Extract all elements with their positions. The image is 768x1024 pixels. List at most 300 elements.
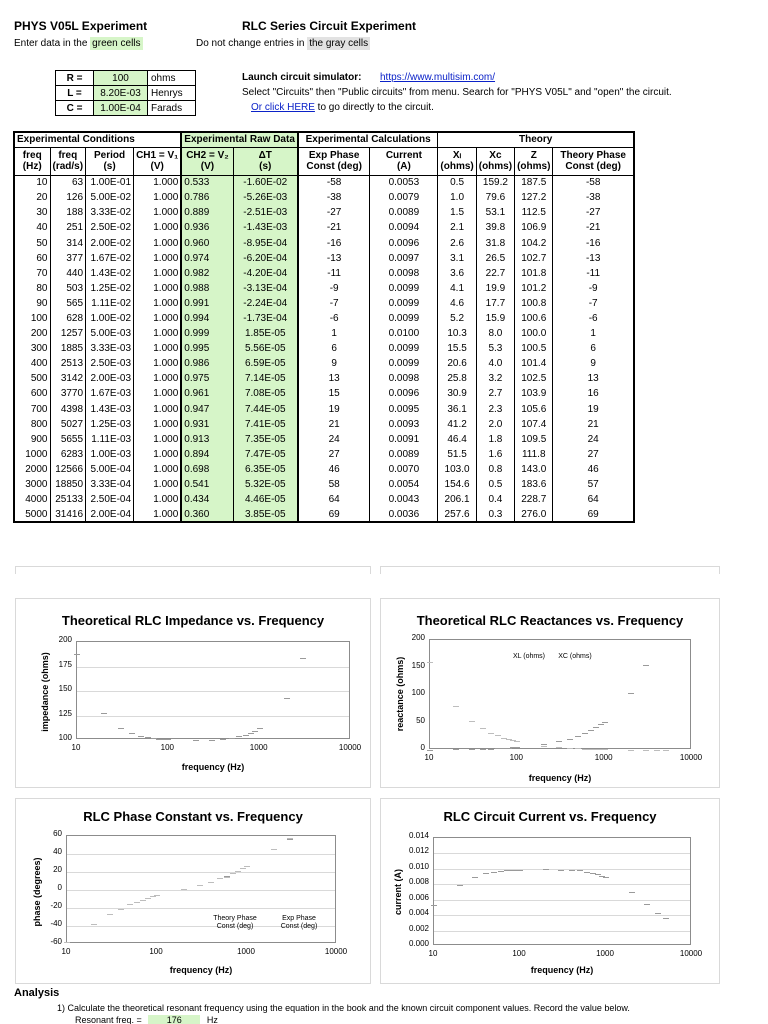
table-cell[interactable]: 0.936 bbox=[181, 220, 233, 235]
y-tick-label: 0.006 bbox=[408, 892, 429, 902]
table-cell: 57 bbox=[553, 477, 634, 492]
data-point bbox=[145, 898, 151, 899]
data-point bbox=[593, 727, 599, 728]
resonant-unit: Hz bbox=[206, 1015, 218, 1024]
table-cell: 565 bbox=[50, 296, 86, 311]
table-cell[interactable]: 70 bbox=[14, 266, 50, 281]
table-cell[interactable]: 2000 bbox=[14, 462, 50, 477]
table-cell[interactable]: 60 bbox=[14, 251, 50, 266]
table-cell[interactable]: 0.975 bbox=[181, 371, 233, 386]
x-tick-label: 100 bbox=[149, 947, 163, 956]
table-cell[interactable]: 0.434 bbox=[181, 492, 233, 507]
x-tick-label: 1000 bbox=[594, 753, 613, 762]
table-cell: 1.000 bbox=[134, 402, 182, 417]
data-point bbox=[514, 741, 520, 742]
table-cell[interactable]: 7.14E-05 bbox=[233, 371, 298, 386]
click-suffix: to go directly to the circuit. bbox=[314, 102, 434, 113]
table-cell[interactable]: 0.786 bbox=[181, 190, 233, 205]
table-cell: 1.000 bbox=[134, 235, 182, 250]
table-cell: 51.5 bbox=[438, 447, 476, 462]
table-cell: 15.5 bbox=[438, 341, 476, 356]
table-cell: 21 bbox=[298, 417, 370, 432]
table-cell: 143.0 bbox=[515, 462, 553, 477]
table-cell: 5655 bbox=[50, 432, 86, 447]
table-cell: 41.2 bbox=[438, 417, 476, 432]
table-cell: -21 bbox=[298, 220, 370, 235]
data-point bbox=[271, 849, 277, 850]
data-point bbox=[575, 748, 581, 749]
direct-link-line bbox=[251, 102, 434, 113]
data-point bbox=[134, 902, 140, 903]
gridline bbox=[77, 691, 349, 692]
inductance-input[interactable]: 8.20E-03 bbox=[94, 86, 148, 101]
chart-title: Theoretical RLC Impedance vs. Frequency bbox=[61, 613, 325, 628]
table-cell: 21 bbox=[553, 417, 634, 432]
table-cell[interactable]: 0.986 bbox=[181, 356, 233, 371]
table-cell[interactable]: -8.95E-04 bbox=[233, 235, 298, 250]
y-tick-label: -60 bbox=[50, 937, 62, 946]
component-row bbox=[56, 71, 196, 86]
data-point bbox=[208, 882, 214, 883]
table-cell[interactable]: 0.961 bbox=[181, 386, 233, 401]
gridline bbox=[434, 931, 690, 932]
y-tick-label: 150 bbox=[411, 660, 425, 670]
legend-entry: XC (ohms) bbox=[558, 653, 592, 660]
gridline bbox=[67, 854, 335, 855]
table-cell[interactable]: -4.20E-04 bbox=[233, 266, 298, 281]
column-header-unit: (ohms) bbox=[517, 161, 551, 173]
table-cell: 1.000 bbox=[134, 205, 182, 220]
table-cell[interactable]: 7.41E-05 bbox=[233, 417, 298, 432]
table-cell[interactable]: 100 bbox=[14, 311, 50, 326]
data-point bbox=[217, 878, 223, 879]
table-row bbox=[14, 175, 634, 190]
y-tick-label: -20 bbox=[50, 901, 62, 910]
column-header-name: Theory Phase bbox=[560, 150, 626, 162]
table-cell: 3.33E-02 bbox=[86, 205, 134, 220]
table-cell: 2.50E-03 bbox=[86, 356, 134, 371]
column-header-name: Period bbox=[94, 150, 126, 162]
table-cell[interactable]: 0.995 bbox=[181, 341, 233, 356]
component-unit: Farads bbox=[148, 101, 196, 116]
table-cell: 112.5 bbox=[515, 205, 553, 220]
table-cell[interactable]: 5000 bbox=[14, 507, 50, 522]
table-cell: 9 bbox=[553, 356, 634, 371]
chart-title: RLC Circuit Current vs. Frequency bbox=[443, 809, 657, 824]
data-point bbox=[663, 918, 669, 919]
data-point bbox=[495, 735, 501, 736]
data-point bbox=[129, 733, 135, 734]
data-point bbox=[602, 749, 608, 750]
table-cell: 0.0091 bbox=[370, 432, 438, 447]
table-row bbox=[14, 266, 634, 281]
table-cell: 31.8 bbox=[476, 235, 514, 250]
table-row bbox=[14, 356, 634, 371]
table-cell: 2.6 bbox=[438, 235, 476, 250]
table-cell: 6 bbox=[298, 341, 370, 356]
column-header bbox=[50, 147, 86, 175]
table-cell: 0.0098 bbox=[370, 371, 438, 386]
data-point bbox=[628, 693, 634, 694]
table-cell: 0.0099 bbox=[370, 296, 438, 311]
table-row bbox=[14, 386, 634, 401]
analysis-heading: Analysis bbox=[14, 987, 60, 999]
data-point bbox=[91, 924, 97, 925]
resistance-input[interactable]: 100 bbox=[94, 71, 148, 86]
data-point bbox=[220, 739, 226, 740]
table-cell: 1.000 bbox=[134, 417, 182, 432]
component-label: C = bbox=[56, 101, 94, 116]
table-cell: 53.1 bbox=[476, 205, 514, 220]
column-header-name: CH2 = V₂ bbox=[186, 150, 229, 162]
table-cell[interactable]: -3.13E-04 bbox=[233, 281, 298, 296]
table-cell: 19.9 bbox=[476, 281, 514, 296]
table-cell[interactable]: 0.991 bbox=[181, 296, 233, 311]
data-point bbox=[252, 731, 258, 732]
table-cell[interactable]: 200 bbox=[14, 326, 50, 341]
table-cell[interactable]: 0.931 bbox=[181, 417, 233, 432]
capacitance-input[interactable]: 1.00E-04 bbox=[94, 101, 148, 116]
table-cell[interactable]: 7.08E-05 bbox=[233, 386, 298, 401]
table-cell: 2.0 bbox=[476, 417, 514, 432]
table-cell: 24 bbox=[298, 432, 370, 447]
table-cell: 13 bbox=[298, 371, 370, 386]
table-cell: 1.000 bbox=[134, 447, 182, 462]
gridline bbox=[67, 872, 335, 873]
table-cell: 3.33E-03 bbox=[86, 341, 134, 356]
y-tick-label: 0.004 bbox=[408, 908, 429, 918]
data-point bbox=[541, 746, 547, 747]
table-cell: 0.0094 bbox=[370, 220, 438, 235]
data-point bbox=[628, 750, 634, 751]
table-cell: 276.0 bbox=[515, 507, 553, 522]
data-point bbox=[240, 868, 246, 869]
x-tick-label: 10 bbox=[424, 753, 434, 762]
data-point bbox=[588, 730, 594, 731]
table-cell: 183.6 bbox=[515, 477, 553, 492]
legend-entry: Theory Phase Const (deg) bbox=[213, 915, 257, 930]
table-cell[interactable]: 0.982 bbox=[181, 266, 233, 281]
data-point bbox=[431, 905, 437, 906]
table-cell[interactable]: 6.59E-05 bbox=[233, 356, 298, 371]
data-point bbox=[598, 724, 604, 725]
table-cell: 1 bbox=[553, 326, 634, 341]
table-cell: 0.0053 bbox=[370, 175, 438, 190]
x-axis-label: frequency (Hz) bbox=[169, 965, 233, 975]
table-cell: 103.9 bbox=[515, 386, 553, 401]
table-cell[interactable]: 0.894 bbox=[181, 447, 233, 462]
table-cell[interactable]: -1.43E-03 bbox=[233, 220, 298, 235]
table-cell[interactable]: 0.988 bbox=[181, 281, 233, 296]
y-tick-label: 0.010 bbox=[408, 861, 429, 871]
column-header-unit: Const (deg) bbox=[565, 161, 621, 173]
table-cell: 22.7 bbox=[476, 266, 514, 281]
gray-cells-highlight: the gray cells bbox=[309, 38, 369, 49]
click-here-link[interactable]: Or click HERE bbox=[251, 102, 315, 113]
table-cell: 0.0089 bbox=[370, 205, 438, 220]
table-cell: 3142 bbox=[50, 371, 86, 386]
table-cell[interactable]: 5.56E-05 bbox=[233, 341, 298, 356]
table-cell[interactable]: 90 bbox=[14, 296, 50, 311]
table-cell: 1.000 bbox=[134, 341, 182, 356]
data-point bbox=[150, 896, 156, 897]
table-cell: 64 bbox=[553, 492, 634, 507]
column-header-name: CH1 = V₁ bbox=[136, 150, 179, 162]
table-cell: 13 bbox=[553, 371, 634, 386]
y-tick-label: 100 bbox=[411, 688, 425, 697]
chart-frame-edge bbox=[380, 566, 720, 574]
table-cell: 106.9 bbox=[515, 220, 553, 235]
y-axis-label: current (A) bbox=[393, 869, 403, 916]
table-cell: 31416 bbox=[50, 507, 86, 522]
table-cell: 5.00E-02 bbox=[86, 190, 134, 205]
data-point bbox=[543, 869, 549, 870]
table-cell[interactable]: 30 bbox=[14, 205, 50, 220]
table-row bbox=[14, 432, 634, 447]
y-tick-label: 150 bbox=[58, 684, 72, 693]
table-cell: 1.000 bbox=[134, 386, 182, 401]
table-cell: 15 bbox=[298, 386, 370, 401]
table-cell: 2.00E-02 bbox=[86, 235, 134, 250]
phase-chart bbox=[15, 798, 371, 984]
table-cell: 1.000 bbox=[134, 356, 182, 371]
data-point bbox=[257, 728, 263, 729]
table-cell[interactable]: 500 bbox=[14, 371, 50, 386]
table-cell[interactable]: 0.533 bbox=[181, 175, 233, 190]
table-cell[interactable]: 3000 bbox=[14, 477, 50, 492]
component-unit: Henrys bbox=[148, 86, 196, 101]
table-cell: -9 bbox=[553, 281, 634, 296]
column-header bbox=[233, 147, 298, 175]
table-cell: 0.0036 bbox=[370, 507, 438, 522]
table-cell: 1.00E-03 bbox=[86, 447, 134, 462]
y-tick-label: 175 bbox=[58, 659, 72, 669]
table-cell[interactable]: 5.32E-05 bbox=[233, 477, 298, 492]
table-cell[interactable]: 6.35E-05 bbox=[233, 462, 298, 477]
table-cell[interactable]: 0.889 bbox=[181, 205, 233, 220]
data-point bbox=[629, 892, 635, 893]
table-cell: 101.2 bbox=[515, 281, 553, 296]
column-header bbox=[438, 147, 476, 175]
data-point bbox=[244, 866, 250, 867]
component-values-table bbox=[55, 70, 196, 116]
data-point bbox=[118, 909, 124, 910]
table-cell[interactable]: 0.913 bbox=[181, 432, 233, 447]
table-cell: 1.000 bbox=[134, 326, 182, 341]
table-cell[interactable]: 1.85E-05 bbox=[233, 326, 298, 341]
table-row bbox=[14, 402, 634, 417]
table-cell[interactable]: 7.47E-05 bbox=[233, 447, 298, 462]
data-point bbox=[643, 665, 649, 666]
column-header-name: Exp Phase bbox=[308, 150, 360, 162]
table-cell: 4398 bbox=[50, 402, 86, 417]
table-cell: 0.0096 bbox=[370, 235, 438, 250]
table-cell: 126 bbox=[50, 190, 86, 205]
data-point bbox=[469, 749, 475, 750]
table-cell[interactable]: 800 bbox=[14, 417, 50, 432]
column-header-unit: (ohms) bbox=[440, 161, 474, 173]
table-cell: 1.000 bbox=[134, 492, 182, 507]
table-cell: 3770 bbox=[50, 386, 86, 401]
data-point bbox=[127, 904, 133, 905]
table-cell[interactable]: 3.85E-05 bbox=[233, 507, 298, 522]
table-cell[interactable]: 0.960 bbox=[181, 235, 233, 250]
table-cell: 100.5 bbox=[515, 341, 553, 356]
table-cell: -27 bbox=[553, 205, 634, 220]
data-point bbox=[287, 838, 293, 839]
table-cell[interactable]: 20 bbox=[14, 190, 50, 205]
data-point bbox=[488, 733, 494, 734]
y-tick-label: 100 bbox=[58, 733, 72, 742]
data-point bbox=[236, 736, 242, 737]
table-cell: 251 bbox=[50, 220, 86, 235]
table-cell: 0.0054 bbox=[370, 477, 438, 492]
data-point bbox=[655, 913, 661, 914]
table-cell: 0.3 bbox=[476, 507, 514, 522]
column-header-unit: (ohms) bbox=[478, 161, 513, 173]
component-unit: ohms bbox=[148, 71, 196, 86]
table-cell[interactable]: 700 bbox=[14, 402, 50, 417]
table-cell[interactable]: -2.51E-03 bbox=[233, 205, 298, 220]
table-cell: 188 bbox=[50, 205, 86, 220]
table-cell: 26.5 bbox=[476, 251, 514, 266]
table-cell: 64 bbox=[298, 492, 370, 507]
data-point bbox=[663, 750, 669, 751]
table-cell: 111.8 bbox=[515, 447, 553, 462]
table-cell[interactable]: 7.35E-05 bbox=[233, 432, 298, 447]
y-axis-label: impedance (ohms) bbox=[40, 652, 50, 732]
table-cell: 1.000 bbox=[134, 266, 182, 281]
table-cell[interactable]: 0.947 bbox=[181, 402, 233, 417]
table-cell: 377 bbox=[50, 251, 86, 266]
table-cell[interactable]: 10 bbox=[14, 175, 50, 190]
table-cell: 1.8 bbox=[476, 432, 514, 447]
table-cell: 46 bbox=[298, 462, 370, 477]
table-cell[interactable]: -1.73E-04 bbox=[233, 311, 298, 326]
impedance-chart bbox=[15, 598, 371, 788]
table-cell[interactable]: -5.26E-03 bbox=[233, 190, 298, 205]
table-cell[interactable]: 40 bbox=[14, 220, 50, 235]
table-cell: 25133 bbox=[50, 492, 86, 507]
table-cell: 1257 bbox=[50, 326, 86, 341]
table-group-header bbox=[14, 132, 634, 147]
data-point bbox=[453, 749, 459, 750]
data-point bbox=[193, 740, 199, 741]
table-cell[interactable]: 0.541 bbox=[181, 477, 233, 492]
table-cell[interactable]: 4.46E-05 bbox=[233, 492, 298, 507]
table-cell[interactable]: 1000 bbox=[14, 447, 50, 462]
table-cell: 0.0070 bbox=[370, 462, 438, 477]
data-point bbox=[602, 722, 608, 723]
y-tick-label: 0.008 bbox=[408, 877, 429, 887]
table-cell: 3.1 bbox=[438, 251, 476, 266]
table-cell: -38 bbox=[298, 190, 370, 205]
data-point bbox=[603, 877, 609, 878]
table-cell[interactable]: 900 bbox=[14, 432, 50, 447]
table-cell[interactable]: 0.999 bbox=[181, 326, 233, 341]
table-cell: 0.0099 bbox=[370, 341, 438, 356]
gridline bbox=[67, 908, 335, 909]
table-cell: 36.1 bbox=[438, 402, 476, 417]
table-cell[interactable]: 50 bbox=[14, 235, 50, 250]
table-cell: 5.2 bbox=[438, 311, 476, 326]
table-cell[interactable]: 400 bbox=[14, 356, 50, 371]
data-point bbox=[577, 870, 583, 871]
table-row bbox=[14, 311, 634, 326]
table-cell: -6 bbox=[298, 311, 370, 326]
table-cell[interactable]: 80 bbox=[14, 281, 50, 296]
table-cell[interactable]: -1.60E-02 bbox=[233, 175, 298, 190]
y-tick-label: 200 bbox=[411, 633, 425, 642]
table-cell[interactable]: 0.360 bbox=[181, 507, 233, 522]
data-point bbox=[427, 662, 433, 663]
table-row bbox=[14, 326, 634, 341]
x-tick-label: 1000 bbox=[249, 743, 268, 752]
data-point bbox=[197, 885, 203, 886]
table-cell[interactable]: 300 bbox=[14, 341, 50, 356]
x-tick-label: 10 bbox=[61, 947, 71, 956]
table-cell: 1 bbox=[298, 326, 370, 341]
table-cell[interactable]: 0.698 bbox=[181, 462, 233, 477]
column-header bbox=[298, 147, 370, 175]
table-cell: 154.6 bbox=[438, 477, 476, 492]
table-cell[interactable]: 600 bbox=[14, 386, 50, 401]
table-cell[interactable]: -6.20E-04 bbox=[233, 251, 298, 266]
table-cell: -6 bbox=[553, 311, 634, 326]
table-cell: 25.8 bbox=[438, 371, 476, 386]
data-point bbox=[118, 728, 124, 729]
x-tick-label: 10000 bbox=[679, 753, 703, 762]
nochange-prefix: Do not change entries in bbox=[196, 38, 308, 49]
table-cell: 440 bbox=[50, 266, 86, 281]
x-axis-label: frequency (Hz) bbox=[181, 762, 245, 772]
data-point bbox=[453, 706, 459, 707]
multisim-link[interactable]: https://www.multisim.com/ bbox=[380, 72, 496, 83]
data-point bbox=[230, 873, 236, 874]
enter-instruction bbox=[14, 38, 143, 49]
table-cell: 4.1 bbox=[438, 281, 476, 296]
table-row bbox=[14, 220, 634, 235]
y-tick-label: 0.002 bbox=[408, 923, 429, 933]
table-cell: 1.000 bbox=[134, 507, 182, 522]
table-cell: -58 bbox=[298, 175, 370, 190]
data-point bbox=[483, 873, 489, 874]
column-header bbox=[370, 147, 438, 175]
data-point bbox=[644, 904, 650, 905]
table-cell[interactable]: -2.24E-04 bbox=[233, 296, 298, 311]
table-cell[interactable]: 4000 bbox=[14, 492, 50, 507]
table-cell: 5.00E-03 bbox=[86, 326, 134, 341]
simulator-instructions: Select "Circuits" then "Public circuits" from menu. Search for "PHYS V05L" and "open" the circuit. bbox=[242, 87, 672, 98]
table-row bbox=[14, 371, 634, 386]
y-tick-label: 125 bbox=[58, 708, 72, 718]
data-point bbox=[643, 750, 649, 751]
data-point bbox=[472, 877, 478, 878]
table-cell: 1885 bbox=[50, 341, 86, 356]
table-cell: 17.7 bbox=[476, 296, 514, 311]
table-cell: 30.9 bbox=[438, 386, 476, 401]
table-cell[interactable]: 0.994 bbox=[181, 311, 233, 326]
table-cell: 1.000 bbox=[134, 432, 182, 447]
table-cell: 0.0097 bbox=[370, 251, 438, 266]
resonant-frequency-input[interactable]: 176 bbox=[148, 1015, 200, 1024]
table-cell[interactable]: 7.44E-05 bbox=[233, 402, 298, 417]
table-cell: 1.5 bbox=[438, 205, 476, 220]
table-cell[interactable]: 0.974 bbox=[181, 251, 233, 266]
table-cell: 24 bbox=[553, 432, 634, 447]
data-point bbox=[101, 713, 107, 714]
table-cell: 1.000 bbox=[134, 311, 182, 326]
